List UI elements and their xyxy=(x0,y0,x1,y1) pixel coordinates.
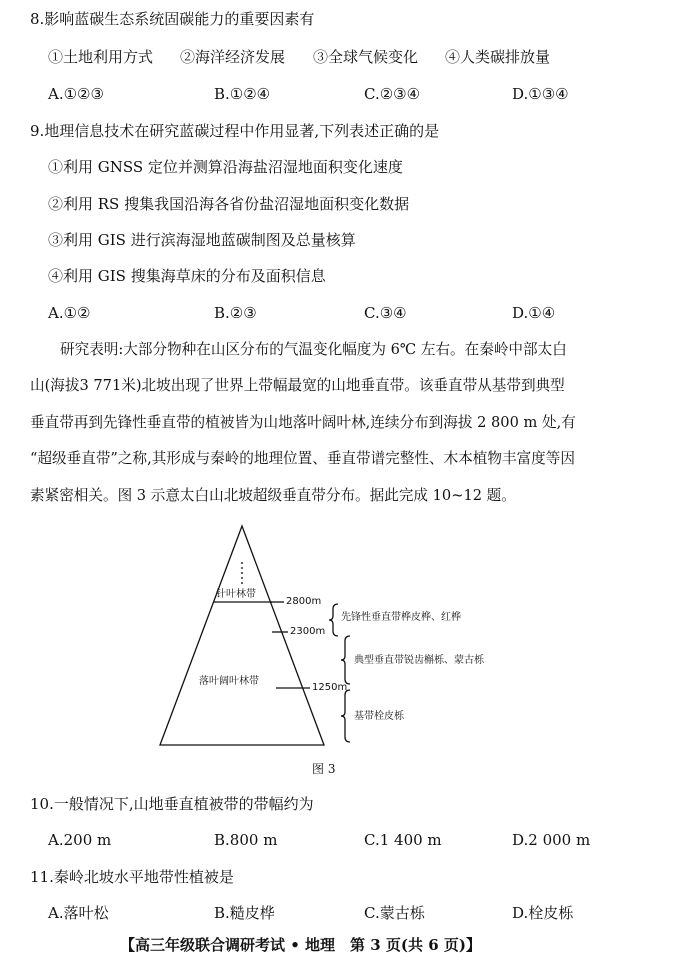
q10-stem: 10.一般情况下,山地垂直植被带的带幅约为 xyxy=(30,795,314,813)
q8-item-1: ①土地利用方式 xyxy=(48,48,154,66)
q11-option-b: B.糙皮桦 xyxy=(214,904,275,922)
q10-option-c: C.1 400 m xyxy=(364,831,442,849)
q9-item-2: ②利用 RS 搜集我国沿海各省份盐沼湿地面积变化数据 xyxy=(48,195,410,213)
q11-option-d: D.栓皮栎 xyxy=(512,904,574,922)
q11-option-a: A.落叶松 xyxy=(48,904,109,922)
pioneer-band-label: 先锋性垂直带桦皮桦、红桦 xyxy=(341,612,461,623)
brace-typical xyxy=(341,636,350,684)
q8-option-d: D.①③④ xyxy=(512,85,569,103)
q8-option-c: C.②③④ xyxy=(364,85,421,103)
passage-line-5: 素紧密相关。图 3 示意太白山北坡超级垂直带分布。据此完成 10~12 题。 xyxy=(30,487,516,504)
q10-option-a: A.200 m xyxy=(48,831,112,849)
coniferous-zone-label: 针叶林带 xyxy=(216,589,256,600)
elevation-2300-label: 2300m xyxy=(290,626,326,637)
q8-option-b: B.①②④ xyxy=(214,85,271,103)
page-footer: 【高三年级联合调研考试 • 地理 第 3 页(共 6 页)】 xyxy=(120,936,481,954)
q9-option-d: D.①④ xyxy=(512,304,556,322)
q9-option-a: A.①② xyxy=(48,304,91,322)
q8-item-2: ②海洋经济发展 xyxy=(180,48,286,66)
passage-line-4: “超级垂直带”之称,其形成与秦岭的地理位置、垂直带谱完整性、木本植物丰富度等因 xyxy=(30,450,575,467)
base-band-label: 基带栓皮栎 xyxy=(354,711,404,722)
typical-band-label: 典型垂直带锐齿槲栎、蒙古栎 xyxy=(354,655,484,666)
passage-line-1: 研究表明:大部分物种在山区分布的气温变化幅度为 6℃ 左右。在秦岭中部太白 xyxy=(60,341,567,358)
q9-stem: 9.地理信息技术在研究蓝碳过程中作用显著,下列表述正确的是 xyxy=(30,122,440,140)
q9-option-c: C.③④ xyxy=(364,304,407,322)
q10-option-d: D.2 000 m xyxy=(512,831,591,849)
q8-option-a: A.①②③ xyxy=(48,85,104,103)
passage-line-3: 垂直带再到先锋性垂直带的植被皆为山地落叶阔叶林,连续分布到海拔 2 800 m 处,有 xyxy=(30,414,576,431)
q9-item-4: ④利用 GIS 搜集海草床的分布及面积信息 xyxy=(48,267,326,285)
q10-option-b: B.800 m xyxy=(214,831,278,849)
elevation-1250-label: 1250m xyxy=(312,682,348,693)
elevation-2800-label: 2800m xyxy=(286,596,322,607)
q11-stem: 11.秦岭北坡水平地带性植被是 xyxy=(30,868,234,886)
q9-item-3: ③利用 GIS 进行滨海湿地蓝碳制图及总量核算 xyxy=(48,231,356,249)
brace-base xyxy=(341,690,350,742)
q9-option-b: B.②③ xyxy=(214,304,257,322)
deciduous-zone-label: 落叶阔叶林带 xyxy=(199,676,259,687)
q11-option-c: C.蒙古栎 xyxy=(364,904,425,922)
q8-item-3: ③全球气候变化 xyxy=(313,48,419,66)
brace-pioneer xyxy=(329,604,338,636)
q9-item-1: ①利用 GNSS 定位并测算沿海盐沼湿地面积变化速度 xyxy=(48,158,403,176)
figure-caption: 图 3 xyxy=(312,762,336,776)
q8-stem: 8.影响蓝碳生态系统固碳能力的重要因素有 xyxy=(30,10,315,28)
passage-line-2: 山(海拔3 771米)北坡出现了世界上带幅最宽的山地垂直带。该垂直带从基带到典型 xyxy=(30,377,565,394)
q8-item-4: ④人类碳排放量 xyxy=(445,48,551,66)
